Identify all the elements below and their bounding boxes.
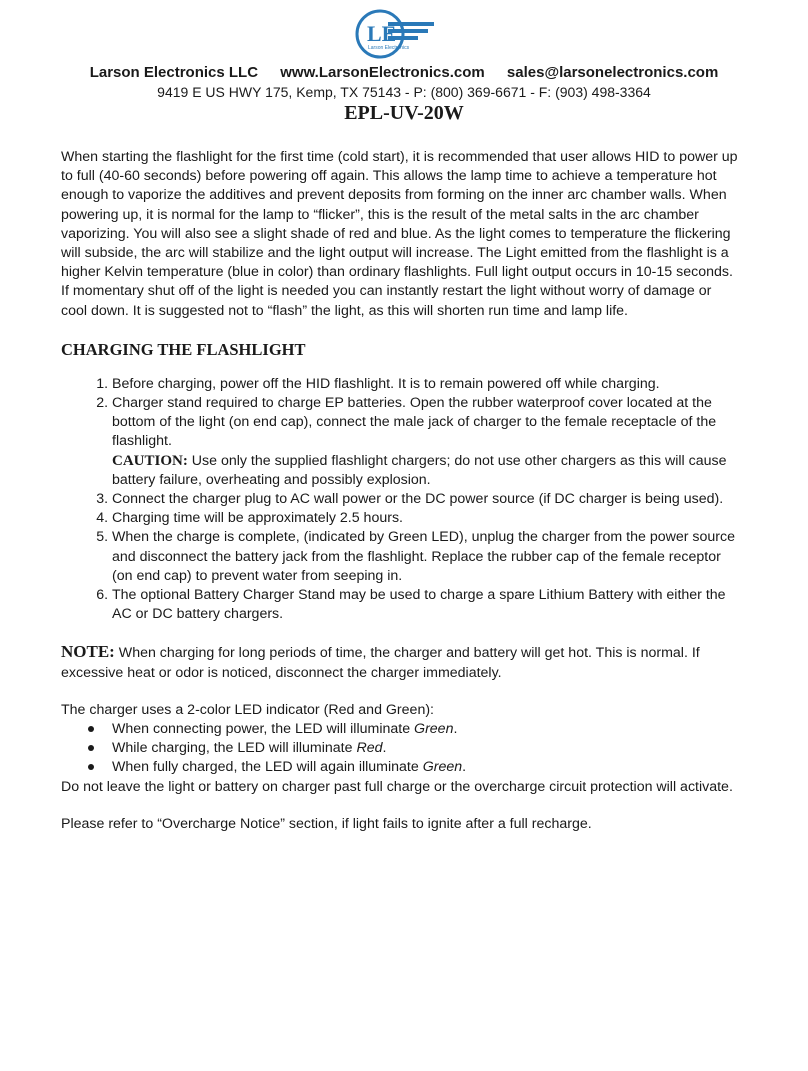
intro-paragraph: When starting the flashlight for the first time (cold start), it is recommended that user allows HID to power up to full (40-60 seconds) before powering off again. This allows the lamp time to achieve a temperature hot enough to vaporize the additives and prevent deposits from forming on the inner arc chamber walls. When powering up, it is normal for the lamp to “flicker”, this is the result of the metal salts in the arc chamber vaporizing. You will also see a slight shade of red and blue. As the light comes to temperature the flickering will subside, the arc will stabilize and the light output will increase. The Light emitted from the flashlight is a higher Kelvin temperature (blue in color) than ordinary flashlights. Full light output occurs in 10-15 seconds. If momentary shut off of the light is needed you can instantly restart the light without worry of damage or cool down. It is suggested not to “flash” the light, as this will shorten run time and lamp life. (61, 149, 738, 319)
email-link[interactable]: sales@larsonelectronics.com (506, 64, 719, 81)
caution-text: Use only the supplied flashlight chargers; do not use other chargers as this will cause battery failure, overheating and possibly explosion. (112, 452, 727, 488)
led-bullet-2 (112, 739, 741, 758)
address-line: 9419 E US HWY 175, Kemp, TX 75143 - P: (800) 369-6671 - F: (903) 498-3364 (157, 84, 651, 100)
led-bullet-2-end: . (382, 740, 387, 757)
led-bullet-1-text: When connecting power, the LED will illuminate (112, 721, 415, 738)
website-link[interactable]: www.LarsonElectronics.com (280, 64, 485, 81)
step-3: 3. Connect the charger plug to AC wall power or the DC power source (if DC charger is being used). (112, 490, 741, 509)
company-name: Larson Electronics LLC (89, 64, 259, 81)
led-bullet-3-color: Green (422, 759, 463, 776)
led-bullet-2-color: Red (356, 740, 383, 757)
step-4: 4. Charging time will be approximately 2.5 hours. (112, 509, 741, 528)
led-bullet-1-end: . (453, 721, 458, 738)
note-label: NOTE: (61, 642, 115, 662)
step-1: 1. Before charging, power off the HID flashlight. It is to remain powered off while charging. (112, 375, 741, 394)
led-bullet-1 (112, 720, 741, 739)
model-title: EPL-UV-20W (344, 102, 464, 124)
contact-line (0, 64, 808, 81)
logo-letters: LE (367, 21, 397, 46)
company-logo (354, 8, 436, 60)
led-intro: The charger uses a 2-color LED indicator (Red and Green): (61, 701, 434, 718)
step-2-text: Charger stand required to charge EP batteries. Open the rubber waterproof cover located at the bottom of the light (on end cap), connect the male jack of charger to the female receptacle of the flashlight. (112, 395, 717, 450)
refer-paragraph: Please refer to “Overcharge Notice” section, if light fails to ignite after a full recharge. (61, 815, 592, 832)
note-paragraph (61, 642, 741, 682)
step-5: 5. When the charge is complete, (indicated by Green LED), unplug the charger from the power source and disconnect the battery jack from the flashlight. Replace the rubber cap of the female receptor (on end cap) to prevent water from seeping in. (112, 528, 741, 586)
led-bullet-3-end: . (462, 759, 467, 776)
document-body (61, 148, 741, 834)
led-bullet-2-text: While charging, the LED will illuminate (112, 740, 357, 757)
section-heading: CHARGING THE FLASHLIGHT (61, 339, 306, 359)
step-2 (112, 394, 741, 490)
step-6: 6. The optional Battery Charger Stand may be used to charge a spare Lithium Battery with either the AC or DC battery chargers. (112, 586, 741, 624)
led-bullet-3 (112, 758, 741, 777)
charging-steps (61, 375, 741, 625)
caution-label: CAUTION: (112, 452, 188, 469)
led-warning: Do not leave the light or battery on charger past full charge or the overcharge circuit protection will activate. (61, 778, 733, 795)
led-bullet-3-text: When fully charged, the LED will again illuminate (112, 759, 423, 776)
logo-text: Larson Electronics (368, 45, 410, 51)
note-text: When charging for long periods of time, the charger and battery will get hot. This is normal. If excessive heat or odor is noticed, disconnect the charger immediately. (61, 645, 700, 681)
led-bullets (61, 720, 741, 778)
led-bullet-1-color: Green (414, 721, 454, 738)
